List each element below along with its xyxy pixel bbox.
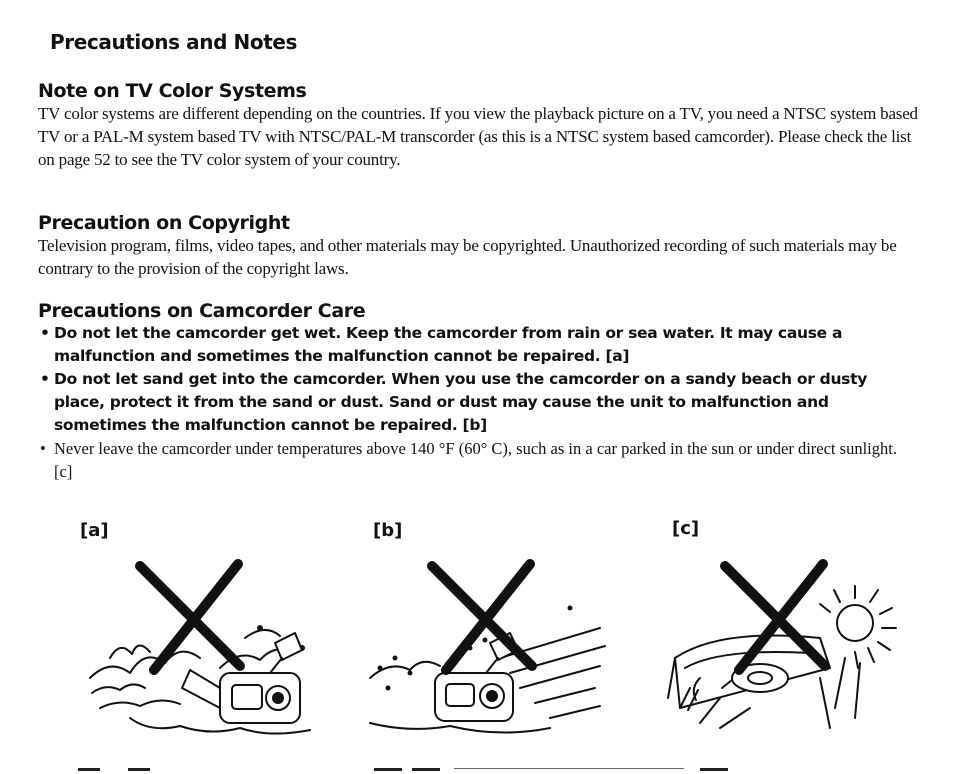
- figure-label-a: [a]: [80, 520, 109, 541]
- divider: [412, 768, 440, 771]
- divider: [78, 768, 100, 771]
- section-body: Television program, films, video tapes, and other materials may be copyrighted. Unauthorized recording of such materials may be contrary to the provision of the copyright laws.: [38, 236, 897, 278]
- list-item: [38, 322, 918, 368]
- bullet-icon: •: [40, 324, 50, 342]
- list-item-text: Do not let sand get into the camcorder. When you use the camcorder on a sandy beach or dusty place, protect it from the sand or dust. Sand or dust may cause the unit to malfunction and sometimes the malfunction cannot be repaired. [b]: [54, 370, 868, 434]
- list-item-text: Never leave the camcorder under temperatures above 140 °F (60° C), such as in a car parked in the sun or under direct sunlight. [c]: [54, 439, 897, 481]
- divider: [374, 768, 402, 771]
- section-heading: Precaution on Copyright: [38, 212, 290, 234]
- camcorder-in-sun-car-icon: [660, 548, 920, 748]
- divider: [700, 768, 728, 771]
- section-tv-color-systems: [38, 80, 918, 171]
- section-camcorder-care: [38, 300, 918, 483]
- figure-label-c: [c]: [672, 518, 700, 539]
- divider: [128, 768, 150, 771]
- camcorder-in-sand-icon: [350, 548, 610, 748]
- bullet-icon: •: [40, 439, 46, 458]
- divider: [454, 768, 684, 769]
- section-heading: Note on TV Color Systems: [38, 80, 307, 102]
- figure-label-b: [b]: [373, 520, 403, 541]
- section-body: TV color systems are different depending on the countries. If you view the playback picture on a TV, you need a NTSC system based TV or a PAL-M system based TV with NTSC/PAL-M transcorder (as this is a NTSC system based camcorder). Please check the list on page 52 to see the TV color system of your country.: [38, 104, 918, 169]
- section-copyright: [38, 212, 918, 280]
- list-item: [38, 437, 918, 483]
- page-title: Precautions and Notes: [50, 30, 298, 54]
- camcorder-in-water-icon: [70, 548, 330, 748]
- care-bullet-list: [38, 322, 918, 483]
- bullet-icon: •: [40, 370, 50, 388]
- list-item: [38, 368, 918, 437]
- section-heading: Precautions on Camcorder Care: [38, 300, 366, 322]
- list-item-text: Do not let the camcorder get wet. Keep the camcorder from rain or sea water. It may cause a malfunction and sometimes the malfunction cannot be repaired. [a]: [54, 324, 843, 365]
